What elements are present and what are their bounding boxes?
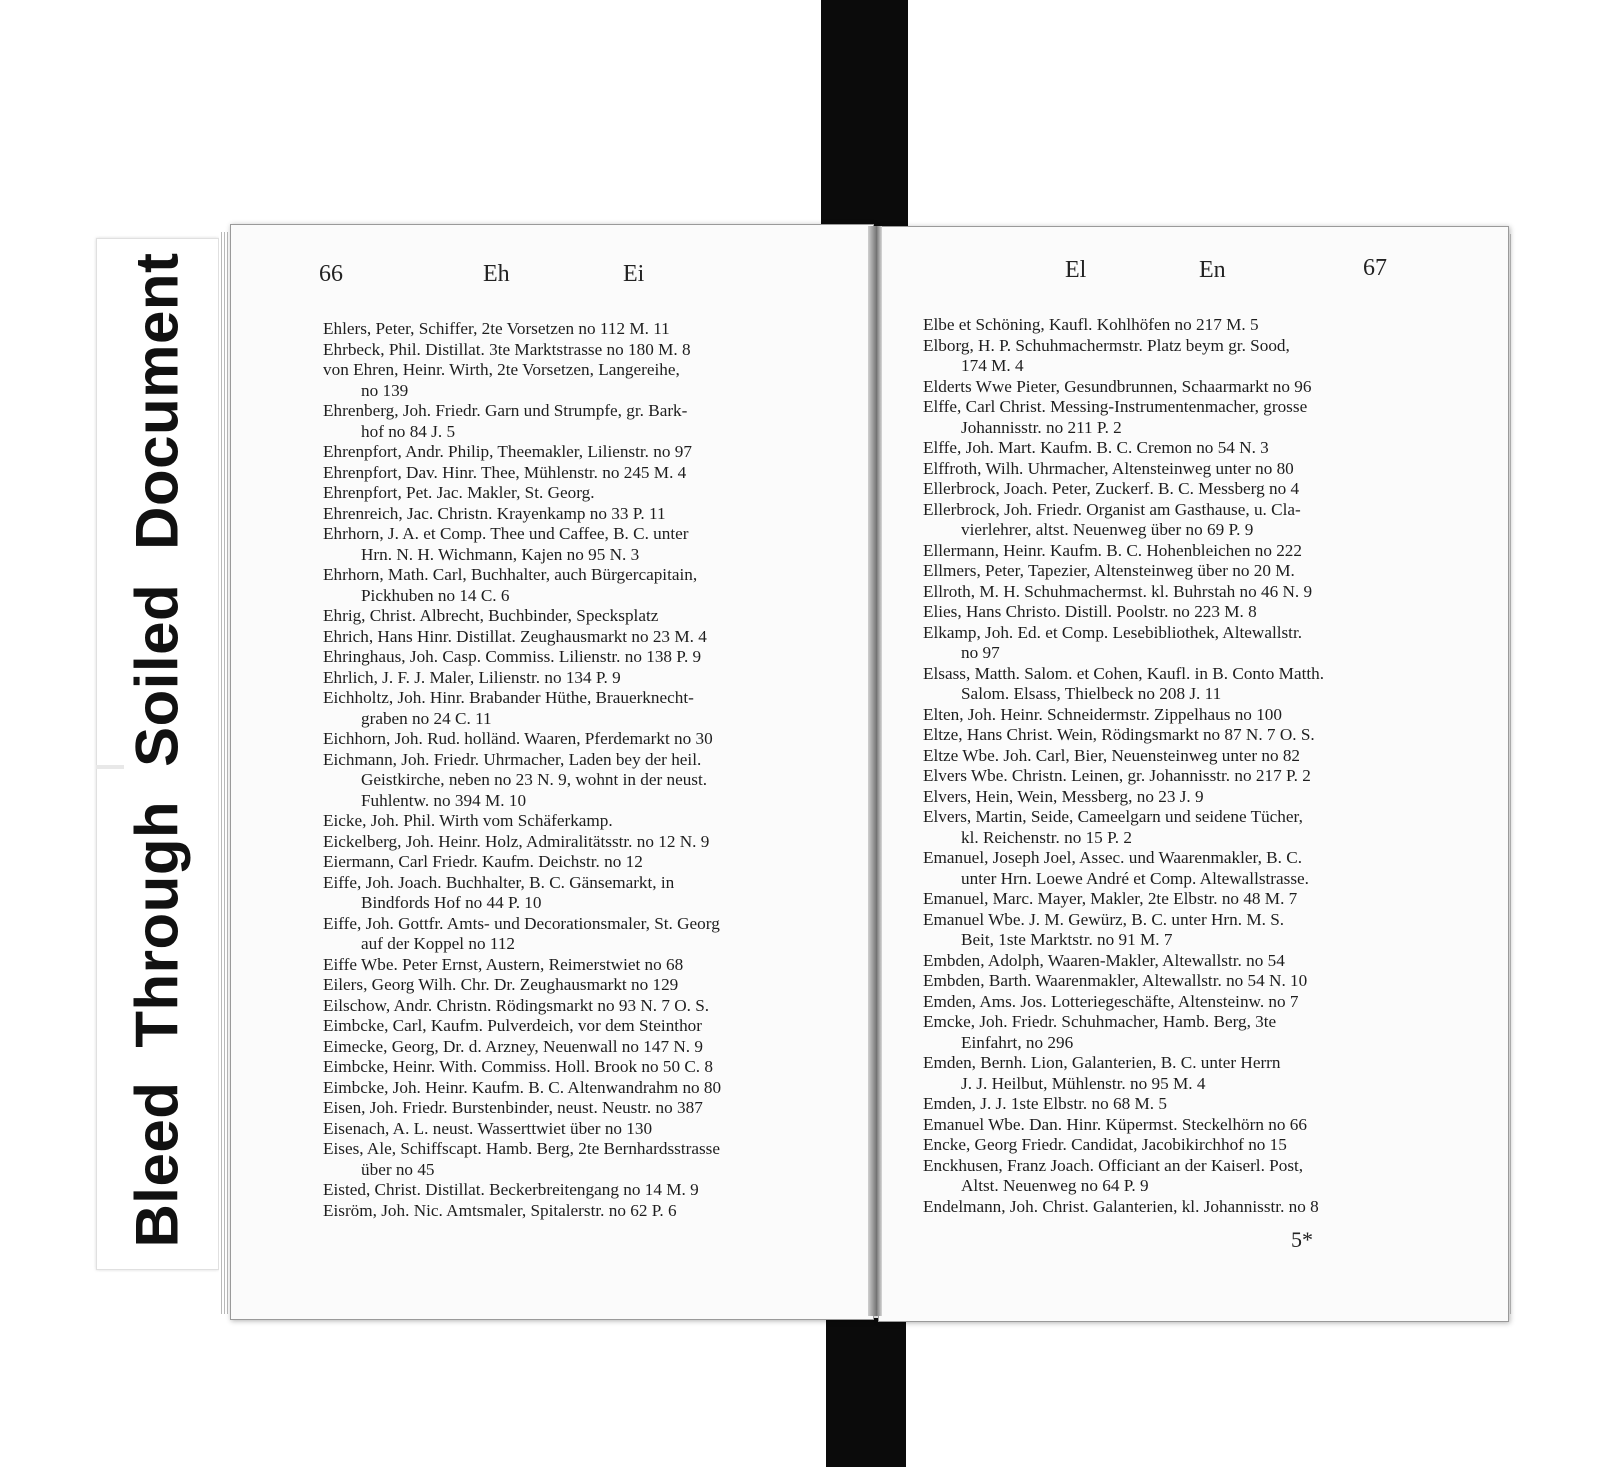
directory-entry-line: Ehrbeck, Phil. Distillat. 3te Marktstrasse no 180 M. 8 (323, 339, 691, 359)
directory-entry-line: Ehlers, Peter, Schiffer, 2te Vorsetzen no 112 M. 11 (323, 319, 670, 338)
directory-entry-line: Emanuel Wbe. Dan. Hinr. Küpermst. Steckelhörn no 66 (923, 1114, 1307, 1134)
right-running-head-last: En (1199, 257, 1226, 283)
left-running-head-first: Eh (483, 261, 510, 287)
entry-continuation-line: kl. Reichenstr. no 15 P. 2 (961, 827, 1132, 847)
directory-entry-line: Ellermann, Heinr. Kaufm. B. C. Hohenbleichen no 222 (923, 540, 1302, 560)
entry-continuation-line: Hrn. N. H. Wichmann, Kajen no 95 N. 3 (361, 544, 640, 564)
directory-entry-line: Enckhusen, Franz Joach. Officiant an der Kaiserl. Post, (923, 1155, 1304, 1175)
directory-entry-line: Elffe, Joh. Mart. Kaufm. B. C. Cremon no 54 N. 3 (923, 438, 1269, 457)
directory-entry-line: Emanuel Wbe. J. M. Gewürz, B. C. unter Hrn. M. S. (923, 909, 1285, 929)
directory-entry-line: Ehrich, Hans Hinr. Distillat. Zeughausmarkt no 23 M. 4 (323, 626, 707, 646)
directory-entry-line: Ehrenpfort, Pet. Jac. Makler, St. Georg. (323, 483, 595, 502)
gutter-shadow-right (876, 226, 882, 1316)
directory-entry-line: Elvers, Hein, Wein, Messberg, no 23 J. 9 (923, 786, 1204, 806)
directory-entry-line: Ehrlich, J. F. J. Maler, Lilienstr. no 134 P. 9 (323, 667, 621, 687)
entry-continuation-line: graben no 24 C. 11 (361, 708, 492, 728)
directory-entry-line: Elten, Joh. Heinr. Schneidermstr. Zippelhaus no 100 (923, 704, 1282, 724)
entry-continuation-line: vierlehrer, altst. Neuenweg über no 69 P. 9 (961, 520, 1254, 539)
directory-entry-line: Emden, Ams. Jos. Lotteriegeschäfte, Altensteinw. no 7 (923, 991, 1299, 1011)
entry-continuation-line: Johannisstr. no 211 P. 2 (961, 417, 1122, 437)
left-running-head-last: Ei (623, 261, 645, 287)
entry-continuation-line: hof no 84 J. 5 (361, 421, 456, 441)
directory-entry-line: Emanuel, Joseph Joel, Assec. und Waarenmakler, B. C. (923, 848, 1302, 867)
directory-entry-line: Emanuel, Marc. Mayer, Makler, 2te Elbstr. no 48 M. 7 (923, 889, 1298, 908)
entry-continuation-line: Salom. Elsass, Thielbeck no 208 J. 11 (961, 684, 1222, 703)
directory-entry-line: Elkamp, Joh. Ed. et Comp. Lesebibliothek, Altewallstr. (923, 622, 1303, 642)
directory-entry-line: Ellerbrock, Joach. Peter, Zuckerf. B. C. Messberg no 4 (923, 479, 1300, 498)
directory-entry-line: Elbe et Schöning, Kaufl. Kohlhöfen no 217 M. 5 (923, 315, 1259, 334)
gutter-shadow-left (868, 226, 876, 1316)
directory-entry-line: Eiermann, Carl Friedr. Kaufm. Deichstr. no 12 (323, 852, 643, 871)
directory-entry-line: Eimecke, Georg, Dr. d. Arzney, Neuenwall no 147 N. 9 (323, 1036, 703, 1056)
directory-entry-line: Eisted, Christ. Distillat. Beckerbreitengang no 14 M. 9 (323, 1180, 699, 1199)
directory-entry-line: Eichmann, Joh. Friedr. Uhrmacher, Laden bey der heil. (323, 749, 702, 769)
directory-entry-line: Ehrhorn, Math. Carl, Buchhalter, auch Bürgercapitain, (323, 565, 698, 584)
directory-entry-line: Eiffe, Joh. Joach. Buchhalter, B. C. Gänsemarkt, in (323, 872, 675, 892)
directory-entry-line: Ehrig, Christ. Albrecht, Buchbinder, Specksplatz (323, 606, 659, 625)
directory-entry-line: Eilers, Georg Wilh. Chr. Dr. Zeughausmarkt no 129 (323, 975, 679, 994)
left-directory-entries (323, 319, 829, 1221)
entry-continuation-line: unter Hrn. Loewe André et Comp. Altewallstrasse. (961, 868, 1309, 888)
directory-entry-line: Embden, Barth. Waarenmakler, Altewallstr. no 54 N. 10 (923, 971, 1308, 990)
directory-entry-line: Eiffe Wbe. Peter Ernst, Austern, Reimerstwiet no 68 (323, 954, 684, 974)
entry-continuation-line: no 139 (361, 380, 409, 400)
directory-entry-line: Eimbcke, Carl, Kaufm. Pulverdeich, vor dem Steinthor (323, 1016, 702, 1035)
right-running-head-first: El (1065, 257, 1087, 283)
directory-entry-line: Eichhorn, Joh. Rud. holländ. Waaren, Pferdemarkt no 30 (323, 729, 713, 748)
left-page (230, 224, 874, 1320)
entry-continuation-line: 174 M. 4 (961, 356, 1024, 375)
right-page-number: 67 (1363, 255, 1387, 281)
condition-word-through: Through (123, 800, 191, 1048)
directory-entry-line: Eimbcke, Heinr. With. Commiss. Holl. Brook no 50 C. 8 (323, 1057, 713, 1076)
entry-continuation-line: Beit, 1ste Marktstr. no 91 M. 7 (961, 930, 1173, 949)
directory-entry-line: Eicke, Joh. Phil. Wirth vom Schäferkamp. (323, 811, 613, 830)
directory-entry-line: Elborg, H. P. Schuhmachermstr. Platz beym gr. Sood, (923, 335, 1290, 355)
directory-entry-line: Ehrenpfort, Andr. Philip, Theemakler, Lilienstr. no 97 (323, 442, 692, 461)
directory-entry-line: Emcke, Joh. Friedr. Schuhmacher, Hamb. Berg, 3te (923, 1012, 1277, 1031)
directory-entry-line: Eiffe, Joh. Gottfr. Amts- und Decorationsmaler, St. Georg (323, 913, 720, 933)
directory-entry-line: Eises, Ale, Schiffscapt. Hamb. Berg, 2te Bernhardsstrasse (323, 1139, 720, 1158)
directory-entry-line: Endelmann, Joh. Christ. Galanterien, kl. Johannisstr. no 8 (923, 1196, 1319, 1216)
directory-entry-line: Elffe, Carl Christ. Messing-Instrumentenmacher, grosse (923, 397, 1308, 416)
directory-entry-line: Elvers Wbe. Christn. Leinen, gr. Johannisstr. no 217 P. 2 (923, 766, 1311, 785)
condition-word-soiled: Soiled (123, 583, 191, 767)
directory-entry-line: Eisröm, Joh. Nic. Amtsmaler, Spitalerstr. no 62 P. 6 (323, 1200, 677, 1220)
directory-entry-line: Elvers, Martin, Seide, Cameelgarn und seidene Tücher, (923, 807, 1303, 826)
directory-entry-line: Ellerbrock, Joh. Friedr. Organist am Gasthause, u. Cla- (923, 499, 1301, 519)
condition-label (123, 252, 192, 1247)
entry-continuation-line: auf der Koppel no 112 (361, 934, 516, 953)
directory-entry-line: Eimbcke, Joh. Heinr. Kaufm. B. C. Altenwandrahm no 80 (323, 1077, 722, 1097)
entry-continuation-line: J. J. Heilbut, Mühlenstr. no 95 M. 4 (961, 1073, 1206, 1093)
directory-entry-line: Ellroth, M. H. Schuhmachermst. kl. Buhrstah no 46 N. 9 (923, 581, 1313, 601)
directory-entry-line: Elies, Hans Christo. Distill. Poolstr. no 223 M. 8 (923, 602, 1257, 621)
entry-continuation-line: über no 45 (361, 1159, 435, 1179)
directory-entry-line: Eilschow, Andr. Christn. Rödingsmarkt no 93 N. 7 O. S. (323, 995, 710, 1015)
directory-entry-line: Ehringhaus, Joh. Casp. Commiss. Lilienstr. no 138 P. 9 (323, 647, 702, 666)
signature-mark: 5* (1291, 1227, 1313, 1252)
directory-entry-line: Encke, Georg Friedr. Candidat, Jacobikirchhof no 15 (923, 1135, 1287, 1154)
condition-word-bleed: Bleed (123, 1081, 191, 1248)
right-directory-entries (923, 315, 1471, 1217)
directory-entry-line: Eisenach, A. L. neust. Wasserttwiet über no 130 (323, 1118, 653, 1138)
directory-entry-line: Eisen, Joh. Friedr. Burstenbinder, neust. Neustr. no 387 (323, 1098, 703, 1117)
entry-continuation-line: Fuhlentw. no 394 M. 10 (361, 790, 527, 810)
right-page (878, 226, 1509, 1322)
directory-entry-line: Embden, Adolph, Waaren-Makler, Altewallstr. no 54 (923, 950, 1285, 970)
entry-continuation-line: Bindfords Hof no 44 P. 10 (361, 893, 542, 912)
directory-entry-line: Emden, J. J. 1ste Elbstr. no 68 M. 5 (923, 1094, 1167, 1113)
entry-continuation-line: no 97 (961, 643, 1000, 662)
label-strip-tab (96, 765, 124, 769)
directory-entry-line: Ellmers, Peter, Tapezier, Altensteinweg über no 20 M. (923, 561, 1295, 580)
directory-entry-line: von Ehren, Heinr. Wirth, 2te Vorsetzen, Langereihe, (323, 360, 680, 379)
directory-entry-line: Emden, Bernh. Lion, Galanterien, B. C. unter Herrn (923, 1053, 1281, 1072)
condition-word-document: Document (123, 252, 191, 550)
left-page-number: 66 (319, 261, 343, 287)
entry-continuation-line: Geistkirche, neben no 23 N. 9, wohnt in der neust. (361, 770, 708, 789)
directory-entry-line: Elsass, Matth. Salom. et Cohen, Kaufl. in B. Conto Matth. (923, 663, 1325, 683)
directory-entry-line: Ehrhorn, J. A. et Comp. Thee und Caffee, B. C. unter (323, 524, 689, 543)
directory-entry-line: Elffroth, Wilh. Uhrmacher, Altensteinweg unter no 80 (923, 458, 1294, 478)
directory-entry-line: Ehrenpfort, Dav. Hinr. Thee, Mühlenstr. no 245 M. 4 (323, 462, 687, 482)
entry-continuation-line: Pickhuben no 14 C. 6 (361, 585, 510, 605)
entry-continuation-line: Einfahrt, no 296 (961, 1032, 1074, 1052)
directory-entry-line: Ehrenberg, Joh. Friedr. Garn und Strumpfe, gr. Bark- (323, 401, 688, 420)
book-spine-bottom (826, 1318, 906, 1467)
directory-entry-line: Eichholtz, Joh. Hinr. Brabander Hüthe, Brauerknecht- (323, 688, 694, 707)
directory-entry-line: Ehrenreich, Jac. Christn. Krayenkamp no 33 P. 11 (323, 503, 666, 523)
directory-entry-line: Eltze, Hans Christ. Wein, Rödingsmarkt no 87 N. 7 O. S. (923, 725, 1315, 744)
directory-entry-line: Eickelberg, Joh. Heinr. Holz, Admiralitätsstr. no 12 N. 9 (323, 831, 710, 851)
book-spine-top (821, 0, 908, 226)
directory-entry-line: Elderts Wwe Pieter, Gesundbrunnen, Schaarmarkt no 96 (923, 376, 1312, 396)
entry-continuation-line: Altst. Neuenweg no 64 P. 9 (961, 1176, 1149, 1195)
directory-entry-line: Eltze Wbe. Joh. Carl, Bier, Neuensteinweg unter no 82 (923, 745, 1301, 765)
